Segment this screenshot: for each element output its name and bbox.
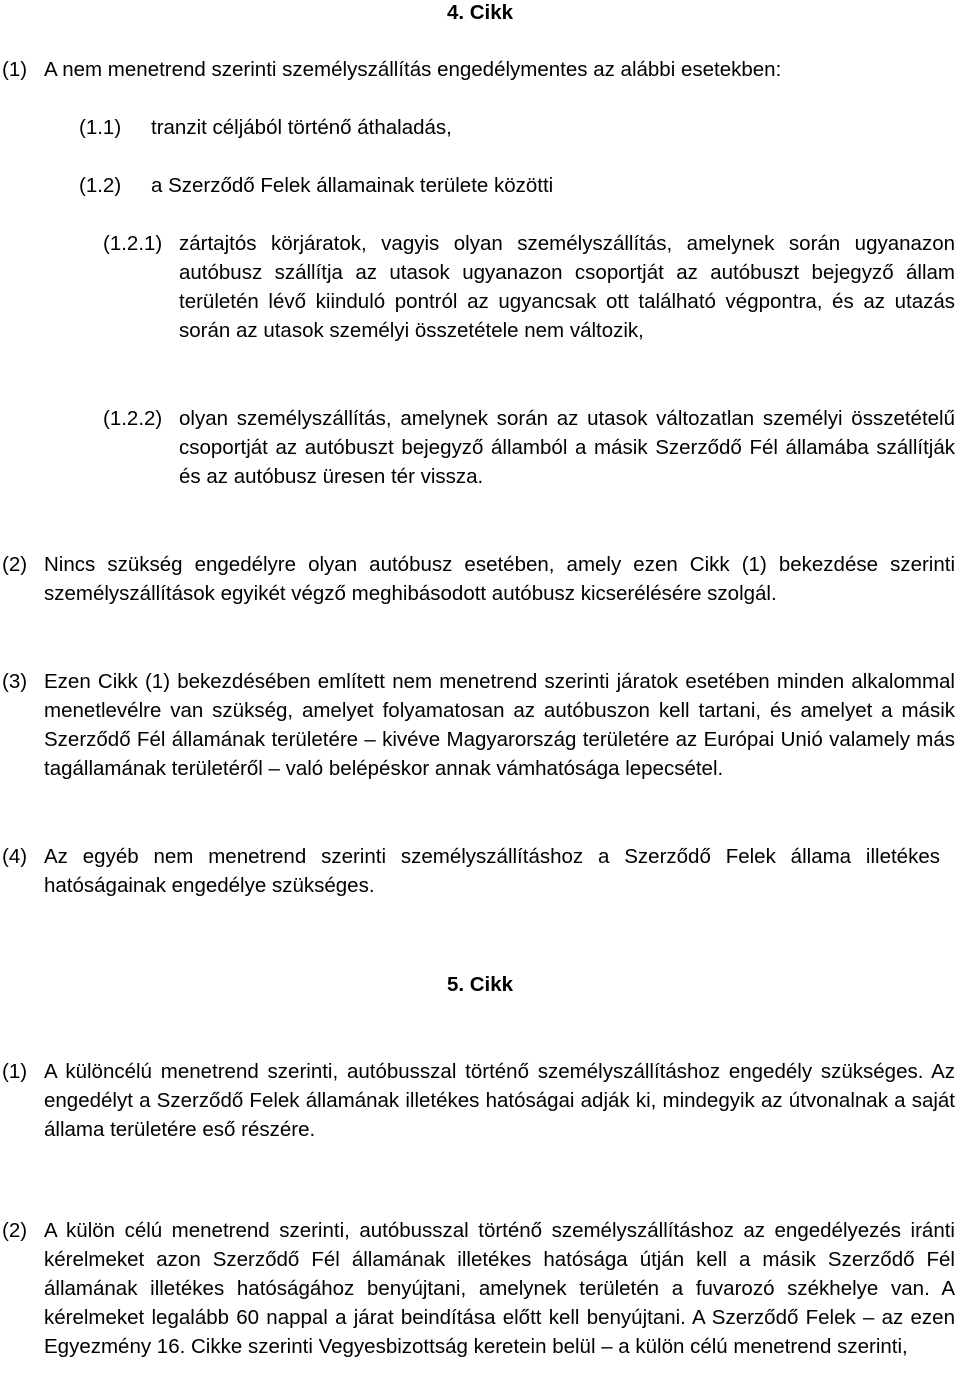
article-5-paragraph-1 [2,1057,955,1144]
article-4-point-1-2-1 [103,229,955,345]
article-5-title: 5. Cikk [446,973,514,996]
paragraph-text: A nem menetrend szerinti személyszállítás engedélymentes az alábbi esetekben: [44,58,782,81]
article-4-point-1-2 [79,171,957,200]
point-number: (1.2.2) [103,407,163,430]
article-4-paragraph-2 [2,550,955,608]
article-4-paragraph-4 [2,842,955,900]
article-4-title: 4. Cikk [446,1,514,24]
point-number: (1.1) [79,116,122,139]
point-number: (1.2) [79,174,122,197]
paragraph-number: (2) [2,1219,28,1242]
paragraph-text: Ezen Cikk (1) bekezdésében említett nem menetrend szerinti járatok esetében minden alkalommal menetlevélre van szükség, amelyet folyamatosan az autóbuszon kell tartani, és amelyet a másik Szerződő Fél államának területére – kivéve Magyarország területére az Európai Unió valamely más tagállamának területéről – való belépéskor annak vámhatósága lepecsétel. [44,670,955,780]
paragraph-number: (2) [2,553,28,576]
paragraph-text: Nincs szükség engedélyre olyan autóbusz esetében, amely ezen Cikk (1) bekezdése szerinti személyszállítások egyikét végző meghibásodott autóbusz kicserélésére szolgál. [44,553,955,605]
paragraph-text: Az egyéb nem menetrend szerinti személyszállításhoz a Szerződő Felek állama illetékes hatóságainak engedélye szükséges. [44,845,940,897]
point-text: tranzit céljából történő áthaladás, [151,116,452,139]
paragraph-number: (4) [2,845,28,868]
point-text: zártajtós körjáratok, vagyis olyan személyszállítás, amelynek során ugyanazon autóbusz szállítja az utasok ugyanazon csoportját az autóbuszt bejegyző állam területén lévő kiinduló pontról az ugyancsak ott található végpontra, és az utazás során az utasok személyi összetétele nem változik, [179,232,955,342]
paragraph-number: (3) [2,670,28,693]
paragraph-number: (1) [2,1060,28,1083]
paragraph-text: A külön célú menetrend szerinti, autóbusszal történő személyszállításhoz az engedélyezés iránti kérelmeket azon Szerződő Fél államának illetékes hatósága útján kell a másik Szerződő Fél államának illetékes hatóságához benyújtani, amelynek területén a fuvarozó székhelye van. A kérelmeket legalább 60 nappal a járat beindítása előtt kell benyújtani. A Szerződő Felek – az ezen Egyezmény 16. Cikke szerinti Vegyesbizottság keretein belül – a külön célú menetrend szerinti, [44,1219,955,1358]
article-4-paragraph-1 [2,55,957,84]
paragraph-number: (1) [2,58,28,81]
article-4-paragraph-3 [2,667,955,783]
paragraph-text: A különcélú menetrend szerinti, autóbusszal történő személyszállításhoz engedély szükséges. Az engedélyt a Szerződő Felek államának illetékes hatóságai adják ki, mindegyik az útvonalnak a saját állama területére eső részére. [44,1060,955,1141]
point-text: a Szerződő Felek államainak területe közötti [151,174,554,197]
article-4-point-1-2-2 [103,404,955,491]
point-number: (1.2.1) [103,232,163,255]
point-text: olyan személyszállítás, amelynek során az utasok változatlan személyi összetételű csoportját az autóbuszt bejegyző államból a másik Szerződő Fél államába szállítják és az autóbusz üresen tér vissza. [179,407,955,488]
article-4-point-1-1 [79,113,957,142]
article-5-paragraph-2 [2,1216,955,1361]
